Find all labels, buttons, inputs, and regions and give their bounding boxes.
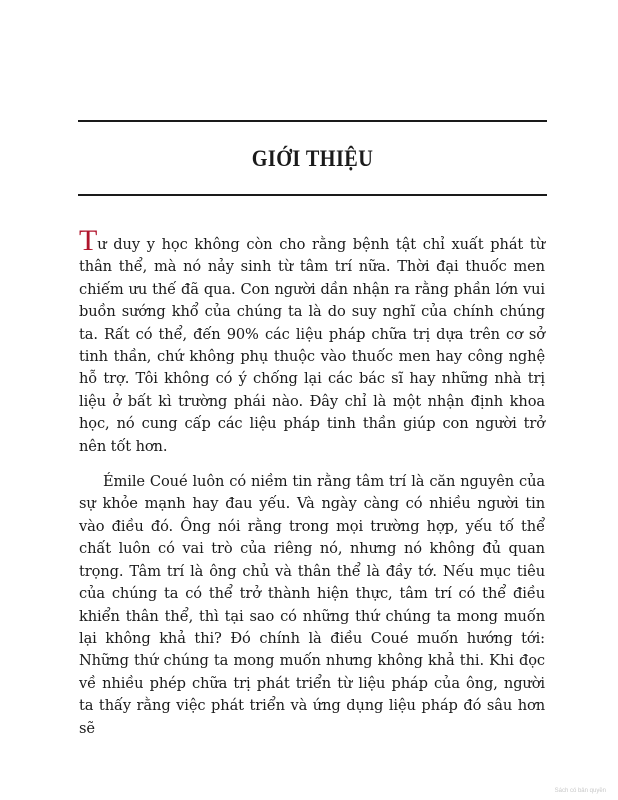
copyright-watermark: Sách có bản quyền (554, 788, 606, 794)
paragraph-1-text: ư duy y học không còn cho rằng bệnh tật chỉ xuất phát từ thân thể, mà nó nảy sinh từ tâm trí nữa. Thời đại thuốc men chiếm ưu thế đã qua. Con người dần nhận ra rằng phần lớn vui buồn sướng khổ của chúng ta là do suy nghĩ của chính chúng ta. Rất có thể, đến 90% các liệu pháp chữa trị dựa trên cơ sở tinh thần, chứ không phụ thuộc vào thuốc men hay công nghệ hỗ trợ. Tôi không có ý chống lại các bác sĩ hay những nhà trị liệu ở bất kì trường phái nào. Đây chỉ là một nhận định khoa học, nó cung cấp các liệu pháp tinh thần giúp con người trở nên tốt hơn. (79, 236, 545, 455)
paragraph-1 (79, 224, 545, 458)
top-rule (78, 120, 547, 122)
bottom-rule (78, 194, 547, 196)
drop-cap: T (79, 224, 98, 257)
paragraph-2: Émile Coué luôn có niềm tin rằng tâm trí là căn nguyên của sự khỏe mạnh hay đau yếu. Và ngày càng có nhiều người tin vào điều đó. Ông nói rằng trong mọi trường hợp, yếu tố thể chất luôn có vai trò của riêng nó, nhưng nó không đủ quan trọng. Tâm trí là ông chủ và thân thể là đầy tớ. Nếu mục tiêu của chúng ta có thể trở thành hiện thực, tâm trí có thể điều khiển thân thể, thì tại sao có những thứ chúng ta mong muốn lại không khả thi? Đó chính là điều Coué muốn hướng tới: Những thứ chúng ta mong muốn nhưng không khả thi. Khi đọc về nhiều phép chữa trị phát triển từ liệu pháp của ông, người ta thấy rằng việc phát triển và ứng dụng liệu pháp đó sâu hơn sẽ (79, 473, 545, 737)
chapter-title: GIỚI THIỆU (251, 146, 374, 171)
body-text (79, 224, 545, 740)
